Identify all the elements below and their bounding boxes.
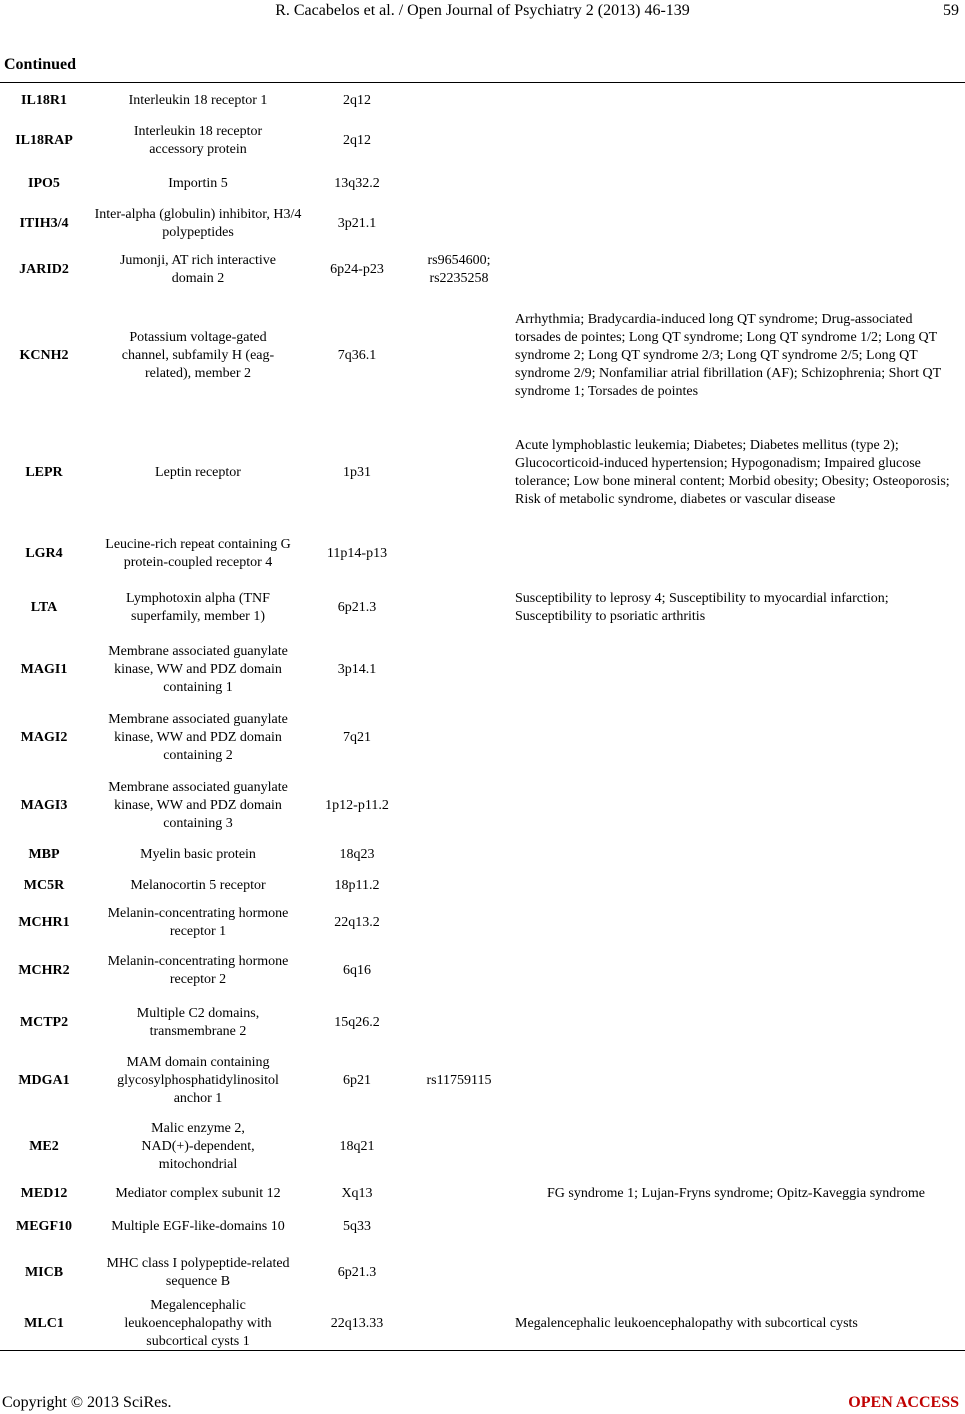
gene-symbol: MCTP2 (19, 1015, 69, 1030)
table-top-rule (0, 82, 965, 83)
open-access-label: OPEN ACCESS (848, 1394, 959, 1411)
gene-symbol: ITIH3/4 (19, 216, 69, 231)
locus: 18q23 (339, 847, 375, 862)
locus: 15q26.2 (334, 1015, 380, 1030)
gene-name: Multiple C2 domains, transmembrane 2 (136, 1006, 260, 1039)
page-number: 59 (943, 2, 959, 19)
gene-name: Leptin receptor (155, 465, 241, 480)
gene-symbol: MDGA1 (18, 1073, 70, 1088)
locus: 6p21 (343, 1073, 371, 1088)
gene-name: Melanin-concentrating hormone receptor 1 (107, 906, 289, 939)
gene-name: Inter-alpha (globulin) inhibitor, H3/4 polypeptides (94, 207, 302, 240)
gene-name: Mediator complex subunit 12 (115, 1186, 281, 1201)
table-row (0, 204, 965, 244)
gene-symbol: MCHR1 (18, 915, 70, 930)
table-row (0, 1296, 965, 1352)
gene-name: Melanocortin 5 receptor (130, 878, 266, 893)
gene-name: Melanin-concentrating hormone receptor 2 (107, 954, 289, 987)
table-row (0, 1181, 965, 1207)
table-row (0, 951, 965, 991)
table-row (0, 873, 965, 899)
gene-name: Jumonji, AT rich interactive domain 2 (119, 253, 277, 286)
gene-symbol: MAGI3 (20, 798, 68, 813)
locus: 7q21 (343, 730, 371, 745)
locus: 18q21 (339, 1139, 375, 1154)
table-row (0, 1003, 965, 1043)
table-row (0, 777, 965, 835)
associated-disorders: Acute lymphoblastic leukemia; Diabetes; Diabetes mellitus (type 2); Glucocorticoid-induced hypertension; Hypogonadism; Impaired glucose tolerance; Low bone mineral content; Morbid obesity; Obesity; Osteoporosis; Risk of metabolic syndrome, diabetes or vascular disease (515, 438, 950, 507)
locus: 11p14-p13 (326, 546, 388, 561)
gene-name: Lymphotoxin alpha (TNF superfamily, member 1) (126, 591, 270, 624)
gene-name: MAM domain containing glycosylphosphatidylinositol anchor 1 (117, 1055, 279, 1106)
gene-name: Malic enzyme 2, NAD(+)-dependent, mitochondrial (141, 1121, 255, 1172)
associated-disorders: Susceptibility to leprosy 4; Susceptibility to myocardial infarction; Susceptibility to psoriatic arthritis (515, 591, 889, 624)
gene-symbol: MEGF10 (16, 1219, 72, 1234)
page-footer (0, 1394, 965, 1414)
locus: 6p21.3 (337, 1265, 377, 1280)
gene-name: Megalencephalic leukoencephalopathy with subcortical cysts 1 (124, 1298, 272, 1349)
gene-symbol: MED12 (20, 1186, 68, 1201)
gene-symbol: MCHR2 (18, 963, 70, 978)
gene-name: Interleukin 18 receptor 1 (128, 93, 268, 108)
locus: 3p21.1 (337, 216, 377, 231)
continued-label: Continued (4, 56, 77, 73)
gene-name: Multiple EGF-like-domains 10 (111, 1219, 285, 1234)
gene-symbol: MLC1 (24, 1316, 64, 1331)
snp-ids: rs9654600; rs2235258 (427, 253, 491, 286)
gene-symbol: MC5R (23, 878, 65, 893)
table-row (0, 534, 965, 574)
page-header (0, 0, 965, 24)
locus: 6p24-p23 (330, 262, 384, 277)
locus: 6q16 (343, 963, 371, 978)
locus: 1p12-p11.2 (325, 798, 389, 813)
table-row (0, 250, 965, 290)
associated-disorders: Arrhythmia; Bradycardia-induced long QT syndrome; Drug-associated torsades de pointes; Long QT syndrome; Long QT syndrome 1/2; Long QT syndrome 2; Long QT syndrome 2/3; Long QT syndrome 2/5; Long QT syndrome 2/9; Nonfamiliar atrial fibrillation (AF); Schizophrenia; Short QT syndrome 1; Torsades de pointes (515, 312, 941, 399)
table-row (0, 1118, 965, 1176)
table-row (0, 426, 965, 520)
table-row (0, 903, 965, 943)
gene-symbol: MBP (28, 847, 60, 862)
gene-symbol: JARID2 (19, 262, 69, 277)
locus: 6p21.3 (337, 600, 377, 615)
copyright: Copyright © 2013 SciRes. (2, 1394, 172, 1411)
locus: 3p14.1 (337, 662, 377, 677)
gene-symbol: LGR4 (25, 546, 63, 561)
locus: 13q32.2 (334, 176, 380, 191)
locus: 1p31 (343, 465, 371, 480)
gene-symbol: ME2 (29, 1139, 59, 1154)
gene-symbol: MICB (24, 1265, 64, 1280)
gene-symbol: IL18RAP (15, 133, 73, 148)
gene-name: Leucine-rich repeat containing G protein-coupled receptor 4 (105, 537, 291, 570)
table-row (0, 86, 965, 116)
table-row (0, 641, 965, 699)
table-row (0, 1253, 965, 1293)
associated-disorders: Megalencephalic leukoencephalopathy with subcortical cysts (515, 1316, 858, 1331)
gene-symbol: IL18R1 (21, 93, 67, 108)
gene-symbol: IPO5 (28, 176, 60, 191)
table-bottom-rule (0, 1350, 965, 1351)
table-row (0, 170, 965, 198)
table-row (0, 709, 965, 767)
gene-symbol: MAGI2 (20, 730, 68, 745)
gene-symbol: MAGI1 (20, 662, 68, 677)
locus: 7q36.1 (337, 348, 377, 363)
table-row (0, 1214, 965, 1240)
table-row (0, 587, 965, 629)
locus: 18p11.2 (334, 878, 380, 893)
gene-symbol: LEPR (25, 465, 63, 480)
gene-name: Membrane associated guanylate kinase, WW and PDZ domain containing 2 (108, 712, 288, 763)
table-row (0, 1052, 965, 1110)
gene-name: MHC class I polypeptide-related sequence B (106, 1256, 290, 1289)
gene-name: Interleukin 18 receptor accessory protein (133, 124, 263, 157)
gene-name: Myelin basic protein (140, 847, 256, 862)
locus: 5q33 (343, 1219, 371, 1234)
gene-name: Membrane associated guanylate kinase, WW and PDZ domain containing 1 (108, 644, 288, 695)
gene-name: Membrane associated guanylate kinase, WW and PDZ domain containing 3 (108, 780, 288, 831)
gene-symbol: KCNH2 (19, 348, 69, 363)
gene-name: Potassium voltage-gated channel, subfamily H (eag-related), member 2 (121, 330, 275, 381)
gene-symbol: LTA (30, 600, 58, 615)
table-row (0, 120, 965, 162)
running-title: R. Cacabelos et al. / Open Journal of Psychiatry 2 (2013) 46-139 (275, 2, 690, 19)
locus: Xq13 (341, 1186, 373, 1201)
locus: 22q13.33 (330, 1316, 384, 1331)
gene-name: Importin 5 (168, 176, 228, 191)
associated-disorders: FG syndrome 1; Lujan-Fryns syndrome; Opitz-Kaveggia syndrome (547, 1186, 925, 1201)
table-row (0, 300, 965, 412)
snp-ids: rs11759115 (426, 1073, 492, 1088)
locus: 2q12 (343, 133, 371, 148)
locus: 2q12 (343, 93, 371, 108)
locus: 22q13.2 (334, 915, 380, 930)
table-row (0, 842, 965, 868)
